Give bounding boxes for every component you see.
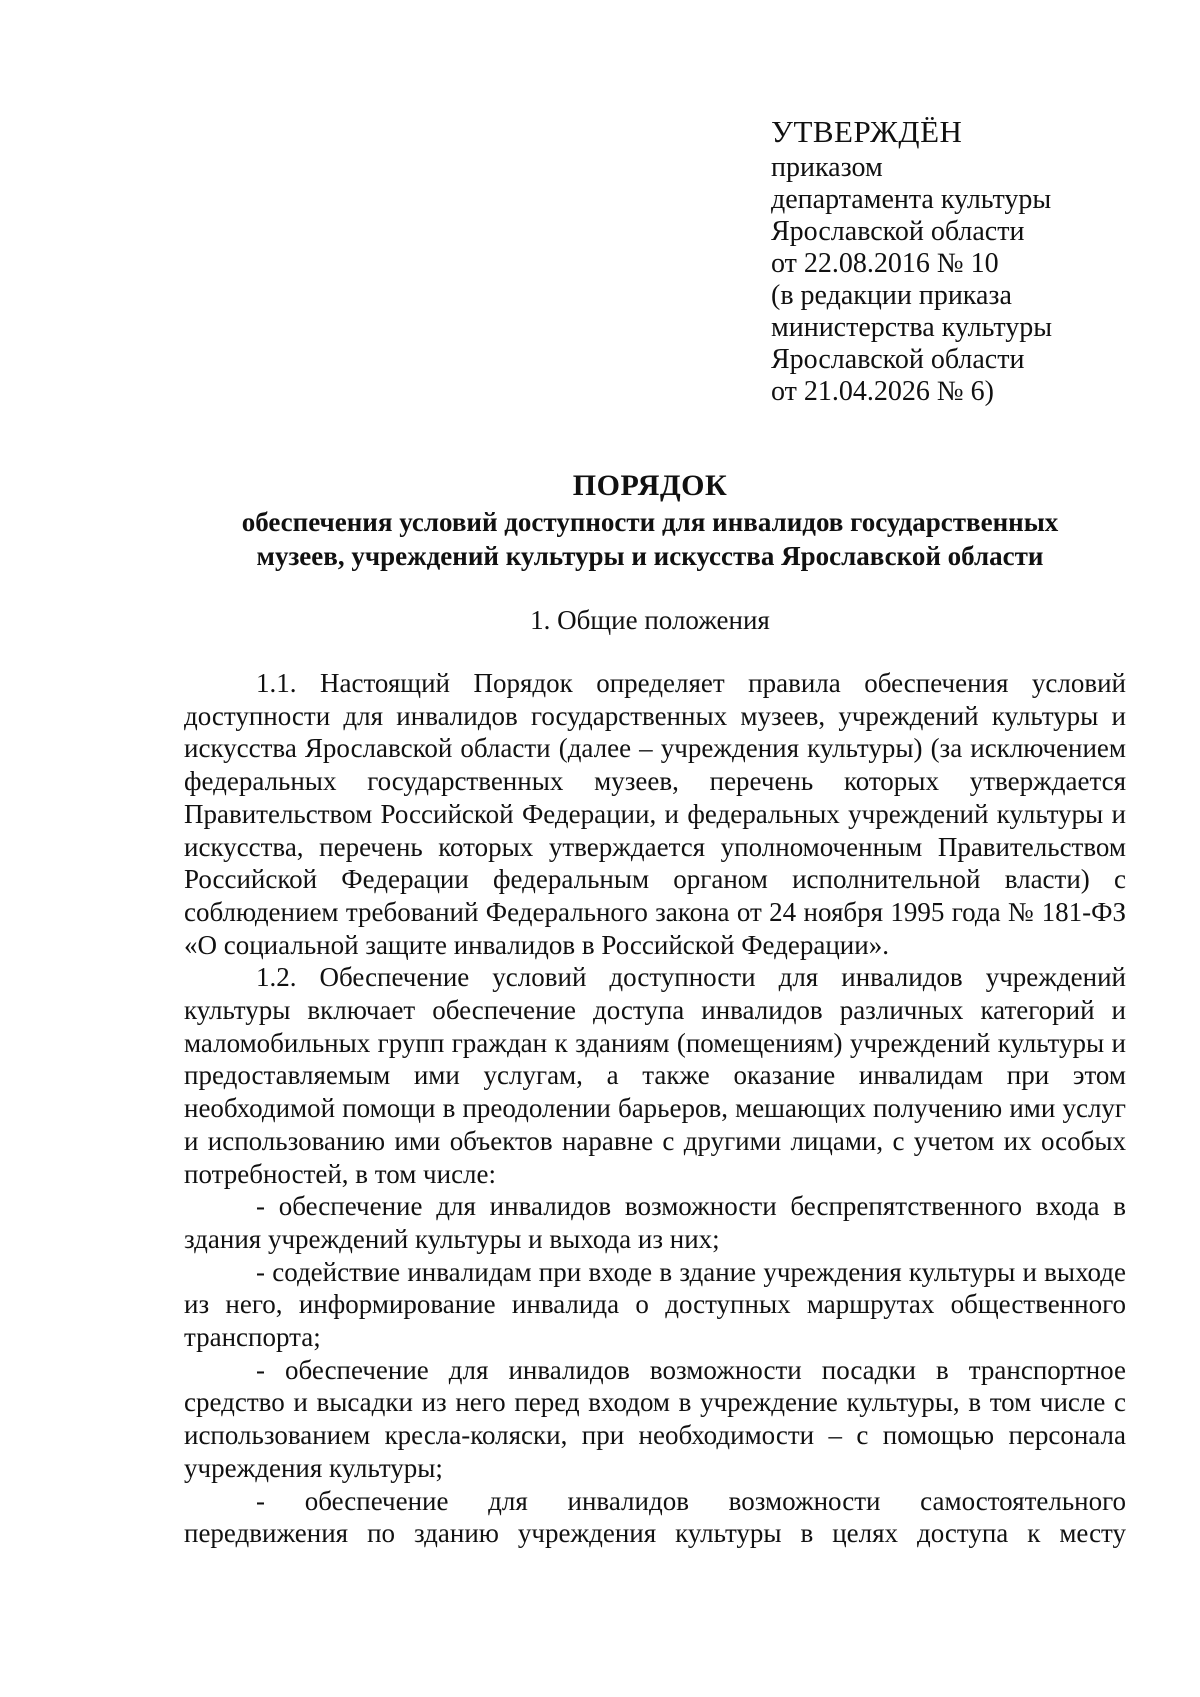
list-item: - обеспечение для инвалидов возможности беспрепятственного входа в здания учреждений культуры и выхода из них; [184,1191,1126,1254]
subtitle-line: музеев, учреждений культуры и искусства Ярославской области [256,541,1044,571]
approval-line: от 21.04.2026 № 6) [771,376,994,407]
list-item: - обеспечение для инвалидов возможности посадки в транспортное средство и высадки из него перед входом в учреждение культуры, в том числе с использованием кресла-коляски, при необходимости – с помощью персонала учреждения культуры; [184,1354,1126,1483]
paragraph-1-2: 1.2. Обеспечение условий доступности для инвалидов учреждений культуры включает обеспечение доступа инвалидов различных категорий и маломобильных групп граждан к зданиям (помещениям) учреждений культуры и предоставляемым ими услугам, а также оказание инвалидам при этом необходимой помощи в преодолении барьеров, мешающих получению ими услуг и использованию ими объектов наравне с другими лицами, с учетом их особых потребностей, в том числе: [184,962,1126,1189]
section-heading: 1. Общие положения [530,605,770,635]
paragraph-1-1: 1.1. Настоящий Порядок определяет правила обеспечения условий доступности для инвалидов государственных музеев, учреждений культуры и искусства Ярославской области (далее – учреждения культуры) (за исключением федеральных государственных музеев, перечень которых утверждается Правительством Российской Федерации, и федеральных учреждений культуры и искусства, перечень которых утверждается уполномоченным Правительством Российской Федерации федеральным органом исполнительной власти) с соблюдением требований Федерального закона от 24 ноября 1995 года № 181-ФЗ «О социальной защите инвалидов в Российской Федерации». [184,668,1126,960]
document-body [184,667,1126,1550]
subtitle-line: обеспечения условий доступности для инвалидов государственных [241,507,1059,537]
list-item: - обеспечение для инвалидов возможности самостоятельного передвижения по зданию учреждения культуры в целях доступа к месту [184,1485,1126,1549]
approval-line: министерства культуры [771,312,1053,343]
approval-line: (в редакции приказа [771,280,1012,311]
document-subtitle [170,505,1130,573]
list-item: - содействие инвалидам при входе в здание учреждения культуры и выходе из него, информирование инвалида о доступных маршрутах общественного транспорта; [184,1256,1126,1353]
approval-line: Ярославской области [771,344,1025,375]
document-title: ПОРЯДОК [572,469,728,502]
approval-block [771,114,1131,408]
approval-line: от 22.08.2016 № 10 [771,248,999,279]
approval-line: Ярославской области [771,216,1025,247]
approval-line: департамента культуры [771,184,1052,215]
approval-line: приказом [771,152,883,183]
approval-heading: УТВЕРЖДЁН [771,114,963,149]
